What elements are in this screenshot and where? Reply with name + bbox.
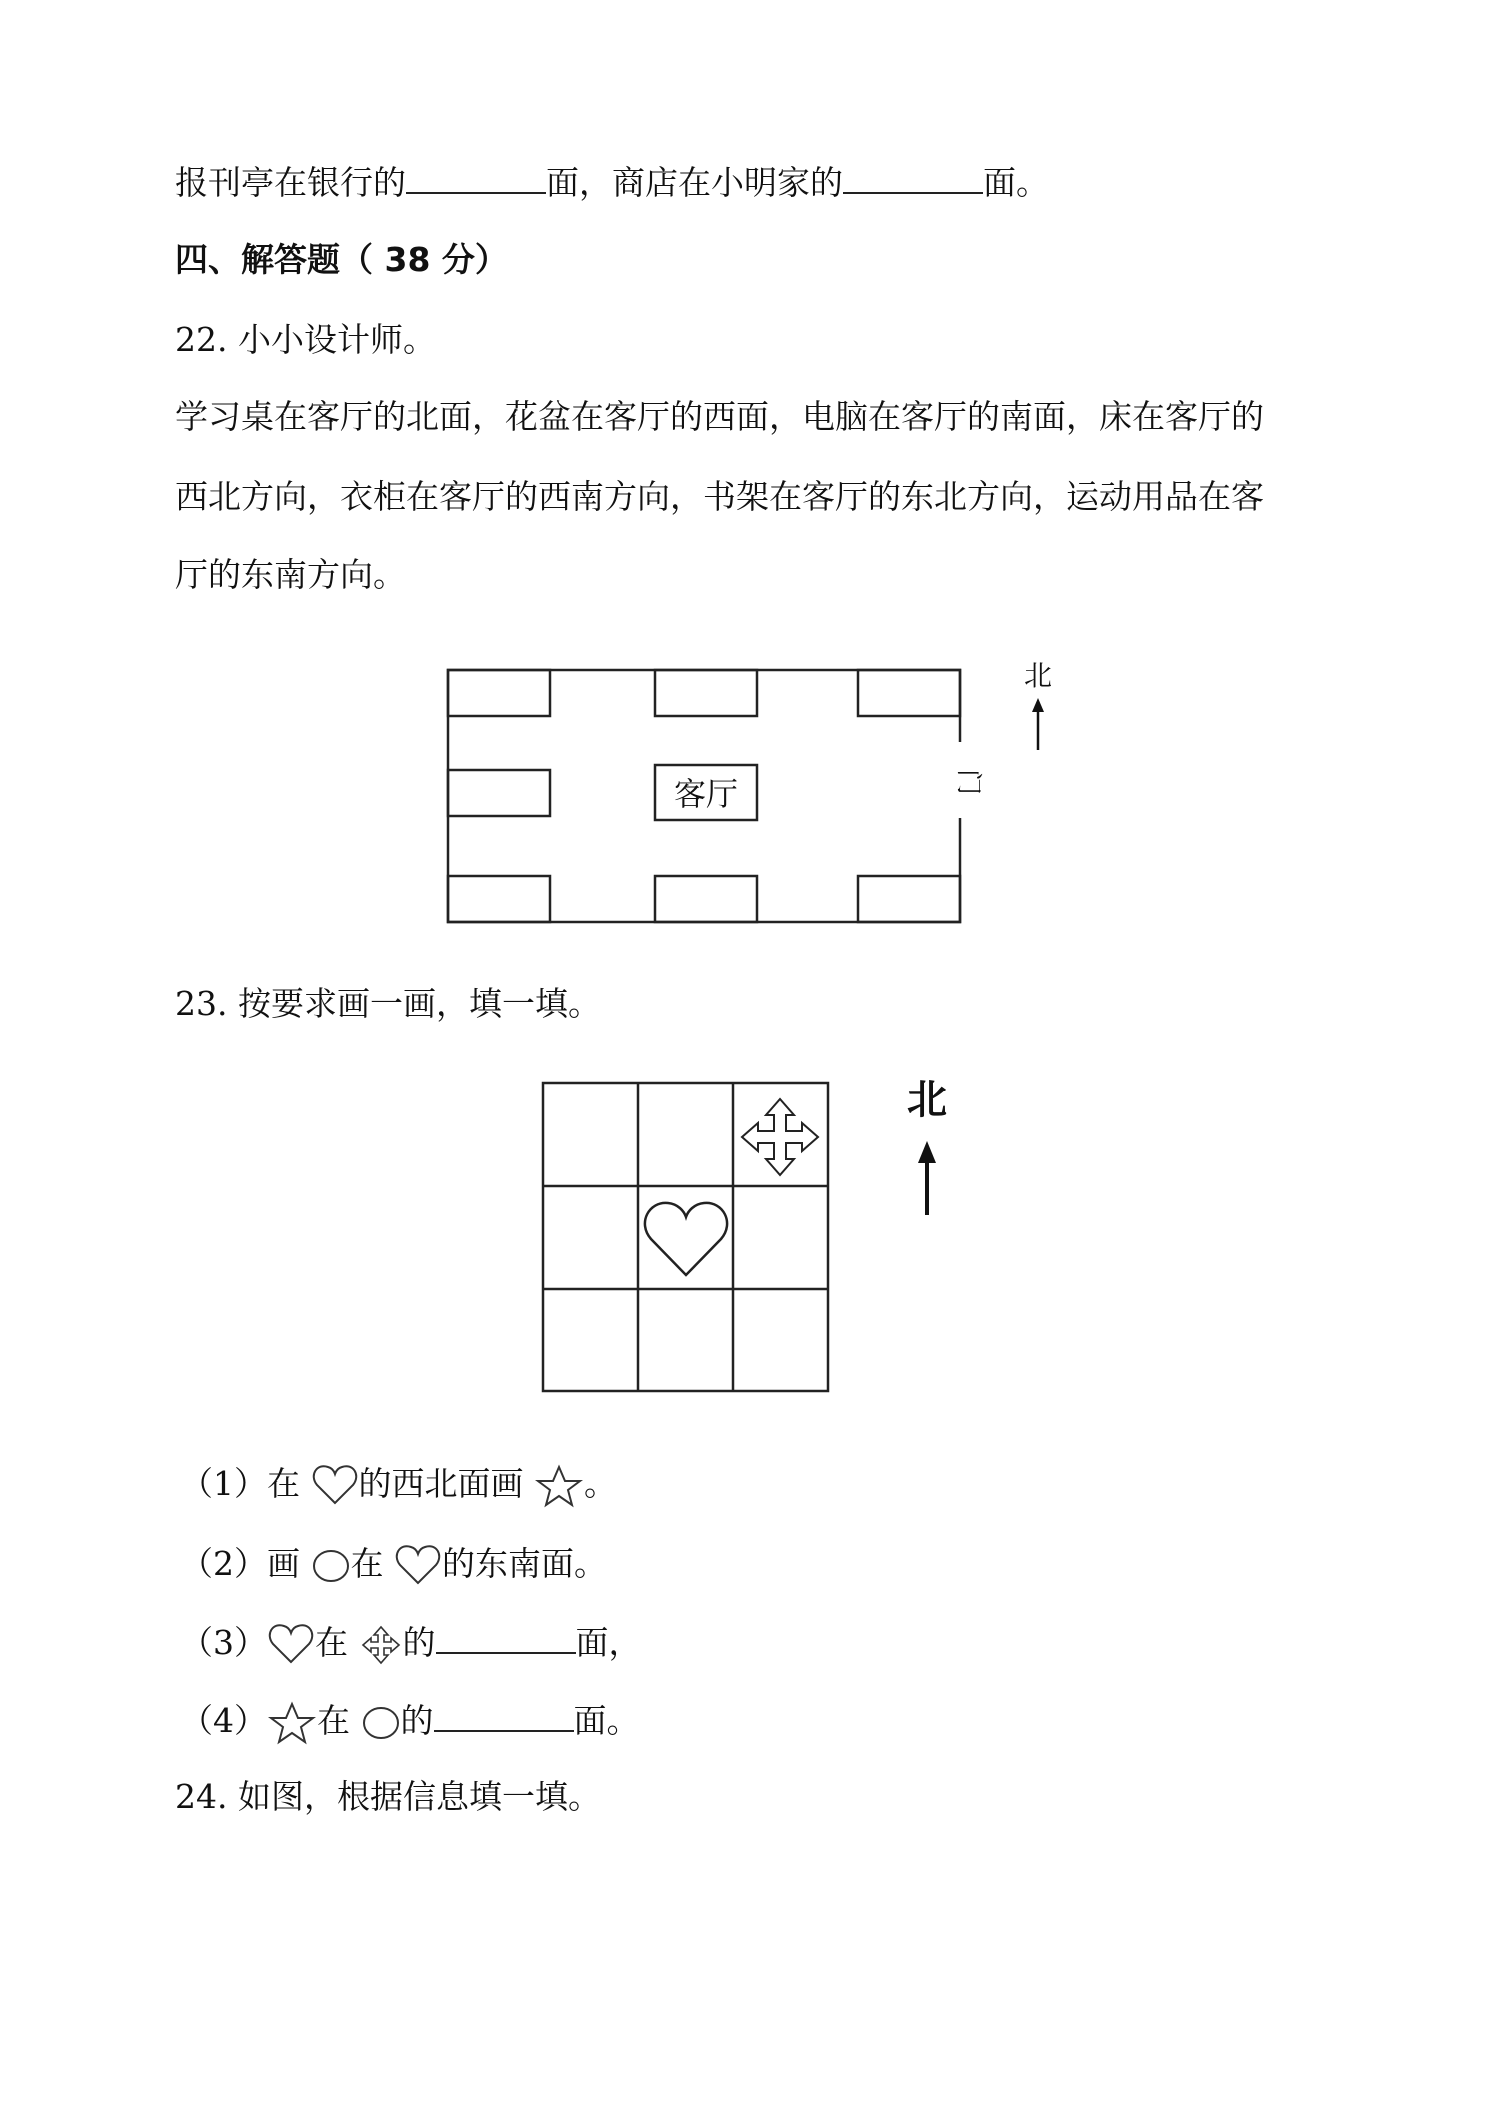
slot-south[interactable]	[655, 876, 757, 922]
item-number: （1）	[180, 1464, 267, 1503]
q22-desc-line1: 学习桌在客厅的北面，花盆在客厅的西面，电脑在客厅的南面，床在客厅的	[175, 397, 1264, 436]
item-text: 在	[317, 1701, 350, 1740]
q23-title: 23. 按要求画一画，填一填。	[175, 984, 601, 1023]
grid-cell[interactable]	[733, 1289, 828, 1392]
grid-cell[interactable]	[638, 1289, 733, 1392]
q23-item-4	[180, 1698, 640, 1745]
north-arrow-large	[907, 1076, 947, 1215]
star-icon	[267, 1701, 317, 1745]
answer-blank[interactable]	[436, 1620, 576, 1654]
item-text: 的	[400, 1701, 434, 1740]
room-label: 客厅	[673, 775, 739, 813]
q23-item-3	[180, 1620, 642, 1666]
q21-text-1: 报刊亭在银行的	[175, 163, 406, 202]
answer-blank[interactable]	[843, 160, 983, 194]
item-number: （2）	[180, 1544, 267, 1583]
slot-west[interactable]	[448, 770, 550, 816]
q21-fill-line	[175, 160, 1049, 205]
item-text: 的东南面。	[442, 1544, 607, 1583]
q21-text-2: 面，商店在小明家的	[546, 163, 843, 202]
heart-icon	[645, 1203, 727, 1275]
circle-icon	[361, 1705, 401, 1741]
answer-blank[interactable]	[434, 1698, 574, 1732]
slot-southwest[interactable]	[448, 876, 550, 922]
item-text: 的	[402, 1623, 436, 1662]
q22-desc-line3: 厅的东南方向。	[175, 555, 406, 594]
q21-text-3: 面。	[983, 163, 1049, 202]
grid-diagram	[535, 1075, 975, 1405]
section-heading: 四、解答题（ 38 分）	[175, 240, 508, 279]
item-number: （4）	[180, 1701, 267, 1740]
slot-southeast[interactable]	[858, 876, 960, 922]
item-text: 画	[267, 1544, 300, 1583]
north-label-small: 北	[1023, 659, 1053, 692]
slot-north[interactable]	[655, 670, 757, 716]
heart-icon	[311, 1465, 359, 1507]
four-way-arrow-icon	[359, 1625, 403, 1665]
grid-cell[interactable]	[543, 1289, 638, 1392]
slot-northwest[interactable]	[448, 670, 550, 716]
q22-title: 22. 小小设计师。	[175, 320, 436, 359]
item-text: 的西北面画	[358, 1464, 524, 1503]
item-text: 。	[584, 1464, 617, 1503]
living-room-diagram	[440, 650, 1080, 930]
item-text: 在	[315, 1623, 348, 1662]
grid-cell[interactable]	[638, 1083, 733, 1186]
item-text: 在	[267, 1464, 300, 1503]
star-icon	[534, 1464, 584, 1508]
door-label: 门	[953, 768, 983, 796]
north-label-large: 北	[907, 1076, 947, 1123]
grid-cell[interactable]	[733, 1186, 828, 1289]
q23-item-2	[180, 1542, 607, 1587]
answer-blank[interactable]	[406, 160, 546, 194]
grid-cell[interactable]	[543, 1083, 638, 1186]
north-arrow-small	[1024, 659, 1052, 750]
item-text: 面。	[573, 1701, 640, 1740]
heart-icon	[394, 1545, 442, 1587]
item-text: 在	[350, 1544, 384, 1583]
item-number: （3）	[180, 1623, 267, 1662]
slot-northeast[interactable]	[858, 670, 960, 716]
heart-icon	[267, 1624, 315, 1666]
q24-title: 24. 如图，根据信息填一填。	[175, 1777, 601, 1816]
grid-cell[interactable]	[543, 1186, 638, 1289]
item-text: 面，	[575, 1623, 642, 1662]
q23-item-1	[180, 1462, 617, 1508]
circle-icon	[311, 1548, 351, 1584]
q22-desc-line2: 西北方向，衣柜在客厅的西南方向，书架在客厅的东北方向，运动用品在客	[175, 477, 1264, 516]
